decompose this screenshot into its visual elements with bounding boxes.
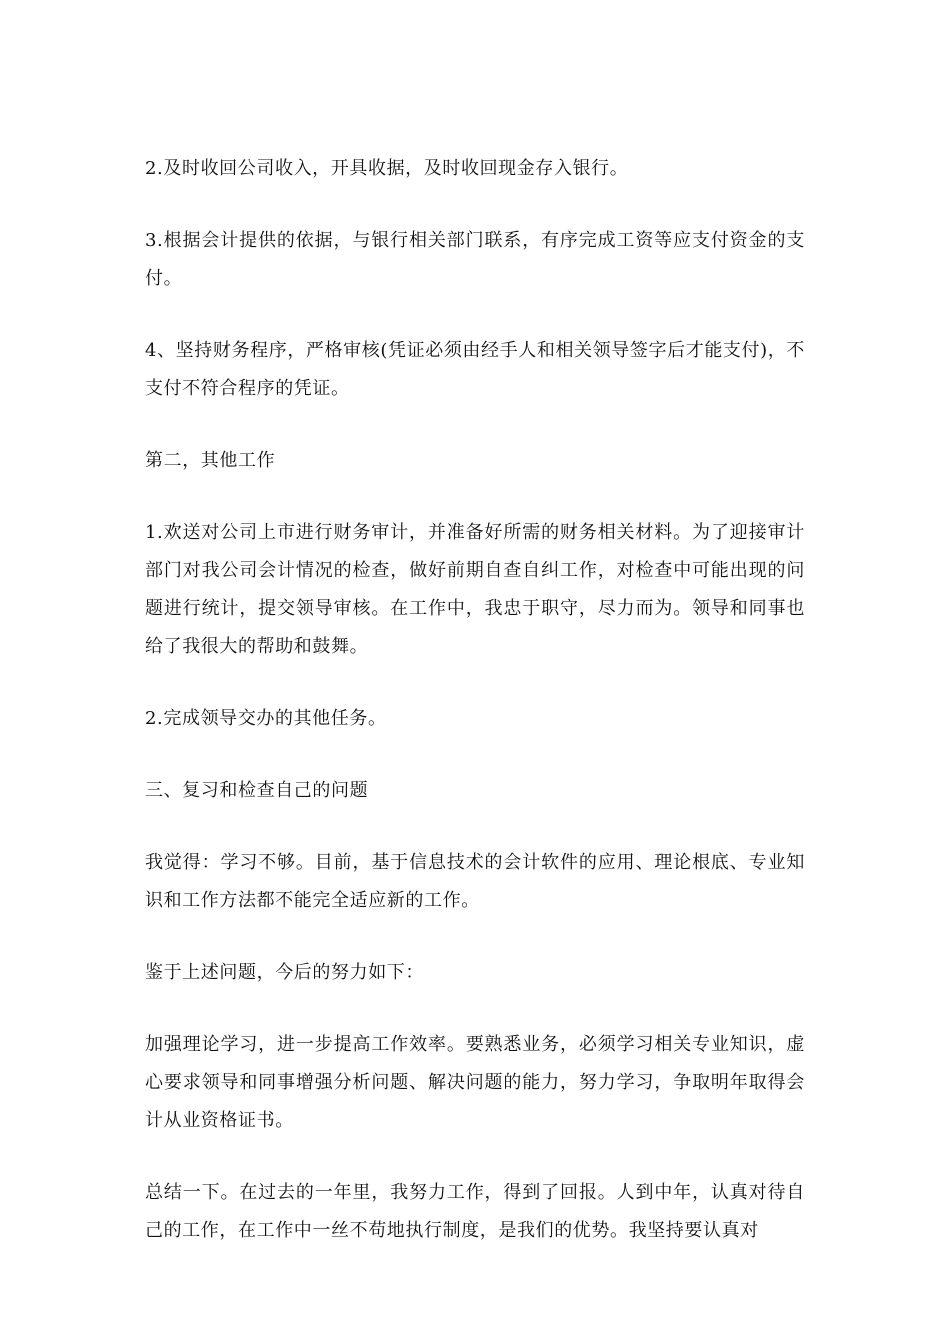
paragraph-study-plan: 加强理论学习，进一步提高工作效率。要熟悉业务，必须学习相关专业知识，虚心要求领导和同事增强分析问题、解决问题的能力，努力学习，争取明年取得会计从业资格证书。 [145,1034,805,1131]
section-heading-review-problems: 三、复习和检查自己的问题 [145,780,369,801]
section-heading-other-work: 第二，其他工作 [145,450,276,471]
paragraph-audit-preparation: 1.欢送对公司上市进行财务审计，并准备好所需的财务相关材料。为了迎接审计部门对我公司会计情况的检查，做好前期自查自纠工作，对检查中可能出现的问题进行统计，提交领导审核。在工作中，我忠于职守，尽力而为。领导和同事也给了我很大的帮助和鼓舞。 [145,522,805,657]
paragraph-financial-procedure: 4、坚持财务程序，严格审核(凭证必须由经手人和相关领导签字后才能支付)，不支付不符合程序的凭证。 [145,340,805,399]
paragraph-payment-processing: 3.根据会计提供的依据，与银行相关部门联系，有序完成工资等应支付资金的支付。 [145,230,805,289]
paragraph-other-tasks: 2.完成领导交办的其他任务。 [145,708,387,729]
paragraph-cash-collection: 2.及时收回公司收入，开具收据，及时收回现金存入银行。 [145,158,629,179]
paragraph-self-assessment: 我觉得：学习不够。目前，基于信息技术的会计软件的应用、理论根底、专业知识和工作方法都不能完全适应新的工作。 [145,852,805,911]
paragraph-future-efforts-intro: 鉴于上述问题，今后的努力如下： [145,962,424,983]
paragraph-summary: 总结一下。在过去的一年里，我努力工作，得到了回报。人到中年，认真对待自己的工作，在工作中一丝不苟地执行制度，是我们的优势。我坚持要认真对 [145,1182,805,1241]
document-body [145,150,805,1284]
